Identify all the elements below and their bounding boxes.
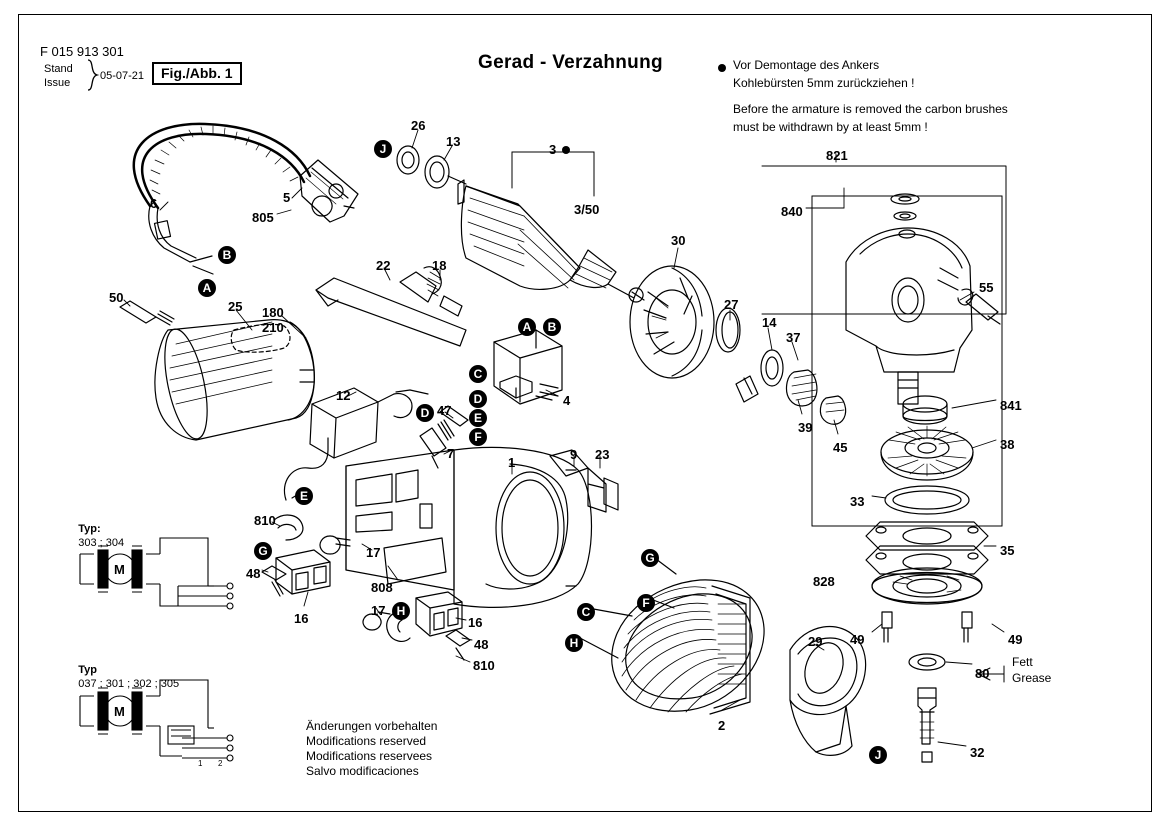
figure-label: Fig./Abb. 1 xyxy=(152,62,242,85)
callout-number: 16 xyxy=(468,615,483,630)
callout-number: 26 xyxy=(411,118,426,133)
callout-number: 38 xyxy=(1000,437,1015,452)
variant-2-prefix: Typ xyxy=(78,663,97,676)
callout-number: 17 xyxy=(371,603,386,618)
letter-marker: F xyxy=(469,428,487,446)
callout-number: 4 xyxy=(563,393,571,408)
letter-marker: F xyxy=(637,594,655,612)
callout-number: 16 xyxy=(294,611,309,626)
letter-marker: G xyxy=(254,542,272,560)
callout-number: 37 xyxy=(786,330,801,345)
callout-number: 810 xyxy=(254,513,276,528)
letter-marker: A xyxy=(518,318,536,336)
callout-number: 6 xyxy=(150,196,158,211)
callout-number: 13 xyxy=(446,134,461,149)
issue-date: 05-07-21 xyxy=(100,70,145,82)
callout-number: 3/50 xyxy=(574,202,600,217)
callout-number: 23 xyxy=(595,447,610,462)
callout-number: 9 xyxy=(570,447,578,462)
callout-number: 828 xyxy=(813,574,835,589)
callout-number: 180 xyxy=(262,305,284,320)
svg-text:2: 2 xyxy=(218,759,223,768)
footer-line-fr: Modifications reservees xyxy=(306,749,433,763)
callout-number: 50 xyxy=(109,290,124,305)
callout-number: 80 xyxy=(975,666,990,681)
callout-number: 810 xyxy=(473,658,495,673)
letter-marker: C xyxy=(469,365,487,383)
letter-marker: A xyxy=(198,279,216,297)
callout-number: 18 xyxy=(432,258,447,273)
callout-number: 39 xyxy=(798,420,813,435)
callout-number: 2 xyxy=(718,718,726,733)
callout-number: 27 xyxy=(724,297,739,312)
wiring-diagram-2 xyxy=(58,663,248,781)
footer-line-es: Salvo modificaciones xyxy=(306,764,419,778)
callout-number: 808 xyxy=(371,580,393,595)
grease-label-de: Fett xyxy=(1012,655,1033,669)
callout-number: 45 xyxy=(833,440,848,455)
note-de-line2: Kohlebürsten 5mm zurückziehen ! xyxy=(733,76,915,90)
callout-number: 33 xyxy=(850,494,865,509)
callout-number: 5 xyxy=(283,190,291,205)
callout-number: 47 xyxy=(437,403,452,418)
note-en-line2: must be withdrawn by at least 5mm ! xyxy=(733,120,928,134)
callout-number: 3 xyxy=(549,142,557,157)
callout-number: 17 xyxy=(366,545,381,560)
letter-marker: H xyxy=(392,602,410,620)
letter-marker: E xyxy=(469,409,487,427)
variant-1-prefix: Typ: xyxy=(78,522,101,535)
letter-marker: G xyxy=(641,549,659,567)
variant-2-values: 037 ; 301 ; 302 ; 305 xyxy=(78,677,180,690)
part-number: F 015 913 301 xyxy=(40,44,124,59)
callout-number: 35 xyxy=(1000,543,1015,558)
callout-number: 48 xyxy=(474,637,489,652)
item3-bullet-icon xyxy=(562,146,570,154)
callout-number: 210 xyxy=(262,320,284,335)
footer-line-en: Modifications reserved xyxy=(306,734,427,748)
callout-number: 30 xyxy=(671,233,686,248)
callout-number: 12 xyxy=(336,388,351,403)
grease-label-en: Grease xyxy=(1012,671,1052,685)
diagram-title: Gerad - Verzahnung xyxy=(478,52,663,73)
callout-number: 32 xyxy=(970,745,985,760)
callout-number: 22 xyxy=(376,258,391,273)
svg-text:M: M xyxy=(114,562,125,577)
callout-number: 7 xyxy=(447,446,455,461)
callout-number: 49 xyxy=(1008,632,1023,647)
letter-marker: B xyxy=(218,246,236,264)
callout-number: 55 xyxy=(979,280,994,295)
letter-marker: D xyxy=(469,390,487,408)
letter-marker: C xyxy=(577,603,595,621)
letter-marker: H xyxy=(565,634,583,652)
svg-text:M: M xyxy=(114,704,125,719)
callout-number: 1 xyxy=(508,455,516,470)
letter-marker: E xyxy=(295,487,313,505)
issue-label: Issue xyxy=(44,77,71,89)
note-de-line1: Vor Demontage des Ankers xyxy=(733,58,880,72)
wiring-diagram-1 xyxy=(58,524,248,634)
svg-text:1: 1 xyxy=(198,759,203,768)
callout-number: 805 xyxy=(252,210,274,225)
callout-number: 14 xyxy=(762,315,777,330)
callout-number: 49 xyxy=(850,632,865,647)
letter-marker: B xyxy=(543,318,561,336)
callout-number: 841 xyxy=(1000,398,1022,413)
callout-number: 29 xyxy=(808,634,823,649)
stand-label: Stand xyxy=(44,63,73,75)
letter-marker: J xyxy=(374,140,392,158)
variant-1-values: 303 ; 304 xyxy=(78,536,125,549)
callout-number: 25 xyxy=(228,299,243,314)
letter-marker: J xyxy=(869,746,887,764)
callout-number: 821 xyxy=(826,148,848,163)
callout-number: 48 xyxy=(246,566,261,581)
callout-number: 840 xyxy=(781,204,803,219)
letter-marker: D xyxy=(416,404,434,422)
footer-line-de: Änderungen vorbehalten xyxy=(306,719,438,733)
note-en-line1: Before the armature is removed the carbon brushes xyxy=(733,102,1008,116)
